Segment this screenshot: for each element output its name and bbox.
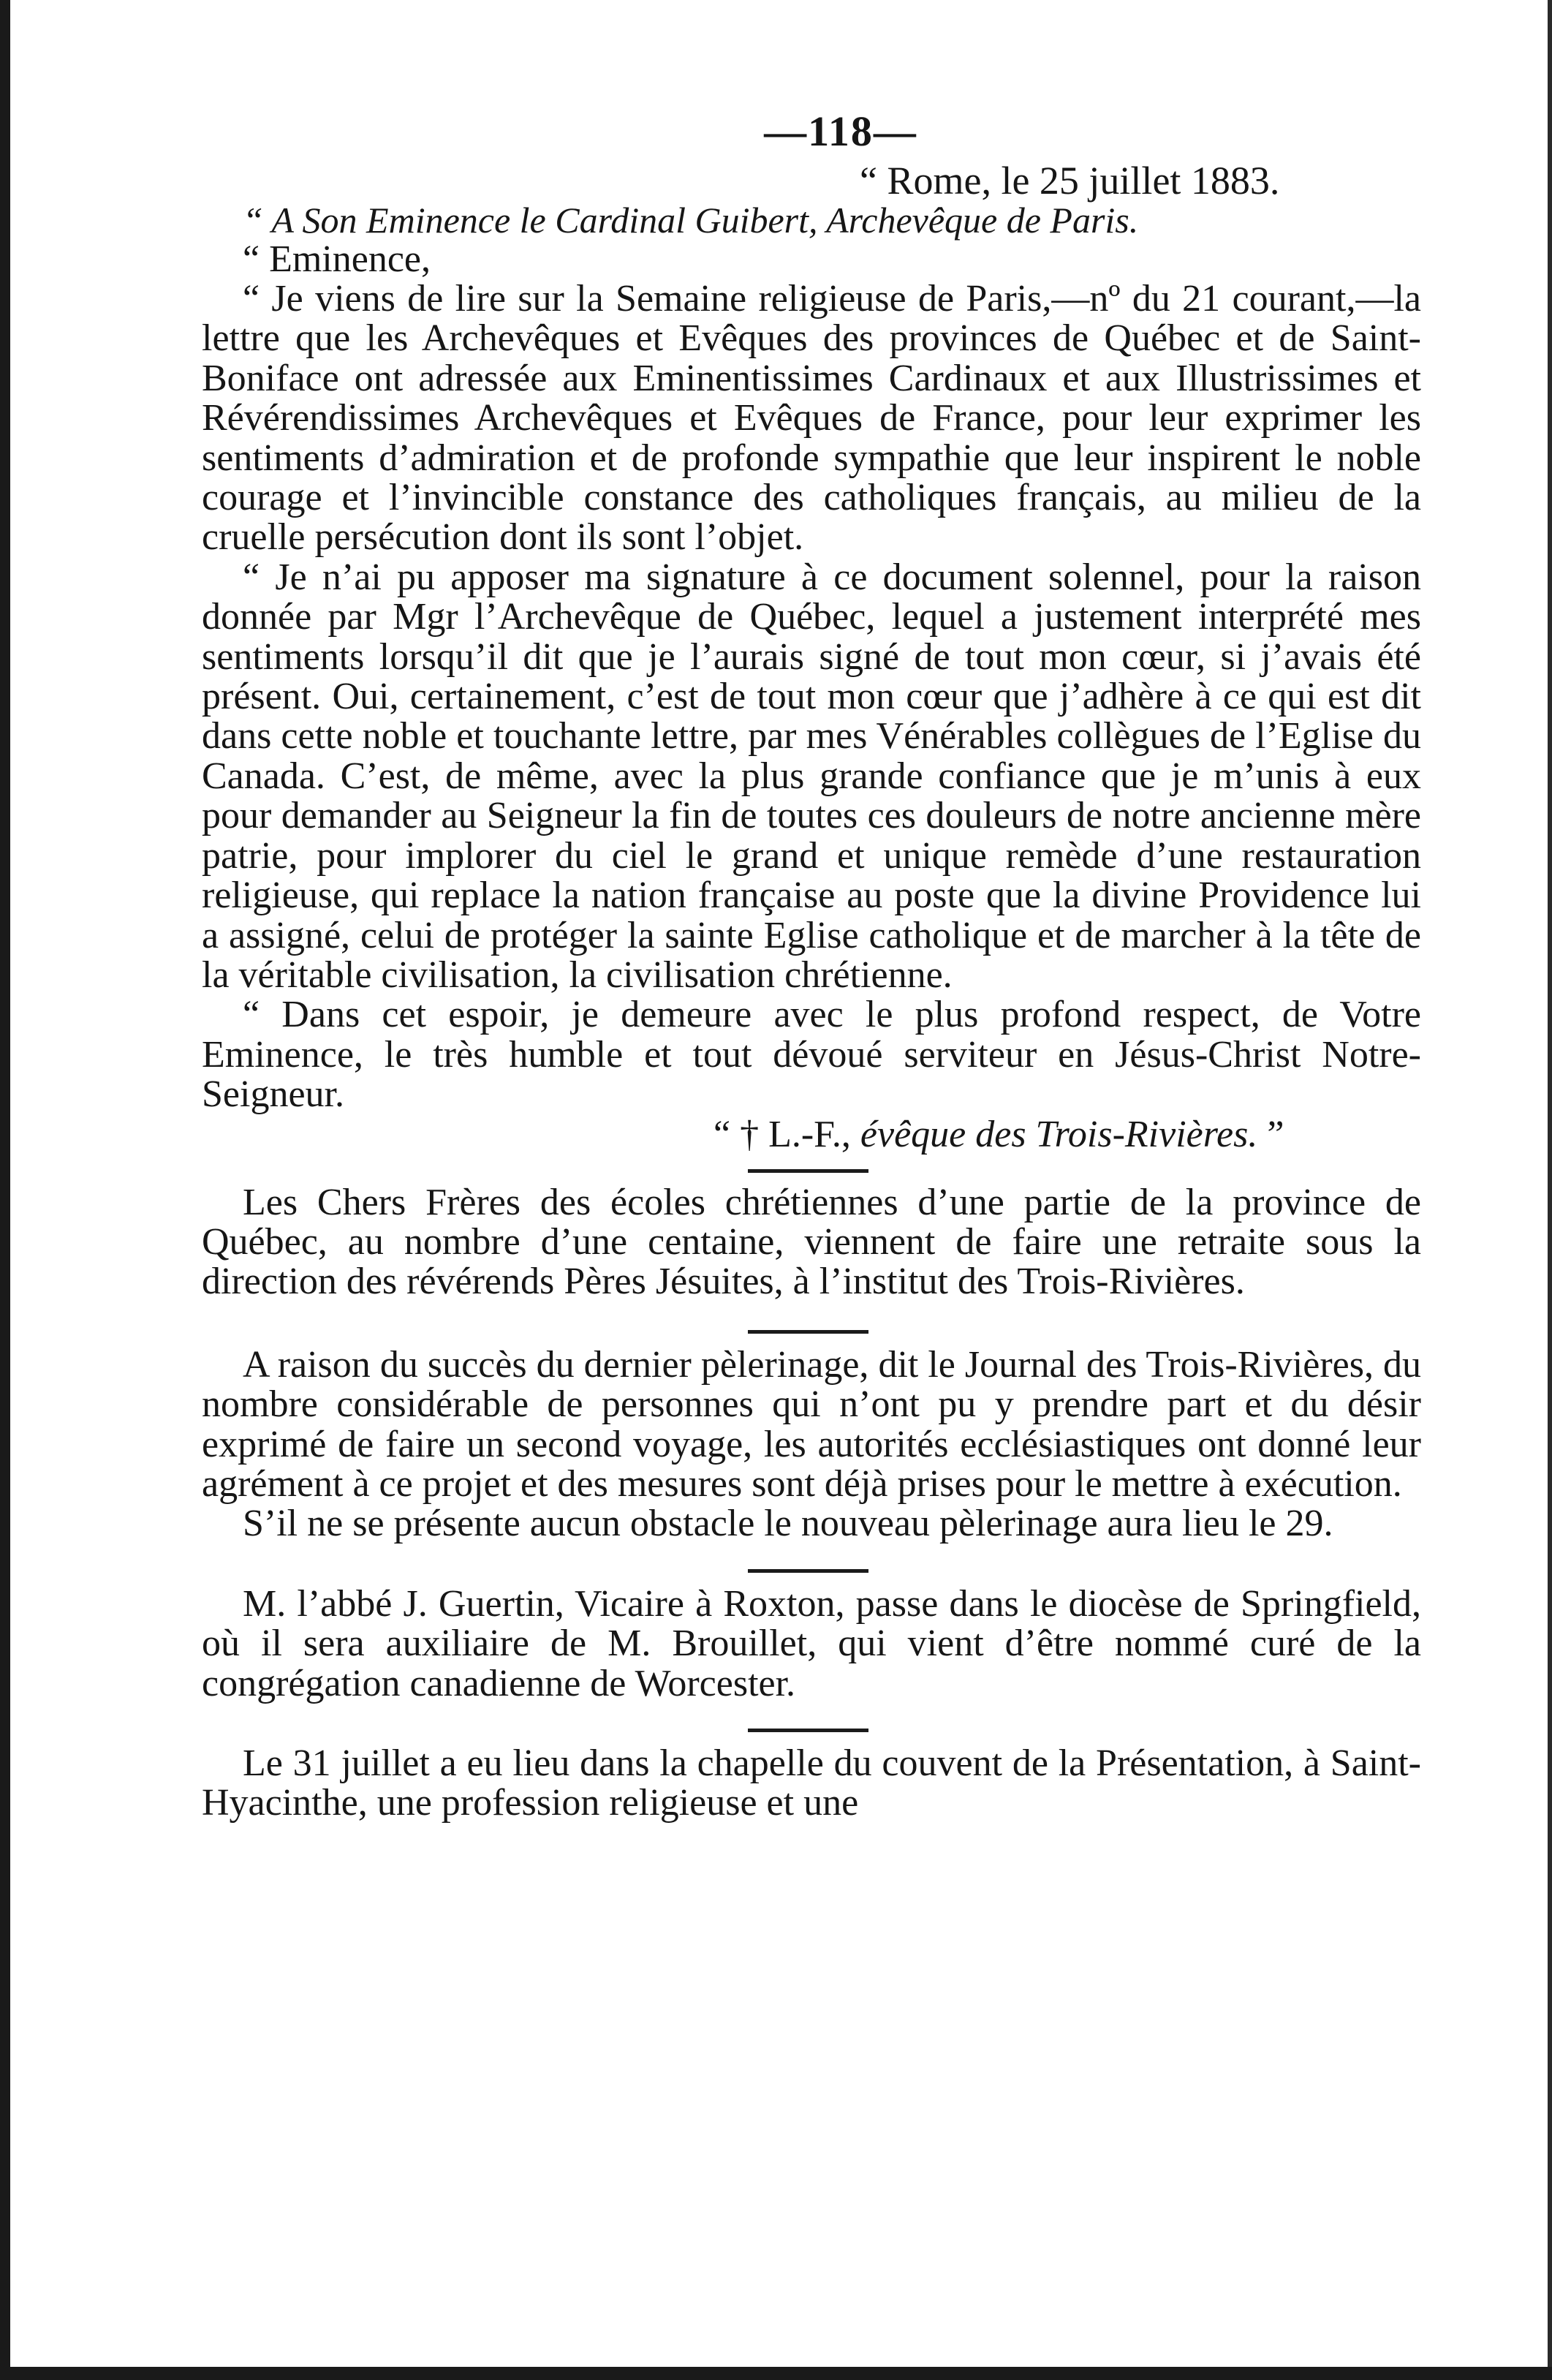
letter-signature <box>713 1115 1421 1155</box>
signature-title: évêque des Trois-Rivières. <box>860 1113 1258 1155</box>
news-paragraph: A raison du succès du dernier pèlerinage, dit le Journal des Trois-Rivières, du nombre considérable de personnes qui n’ont pu y prendre part et du désir exprimé de faire un second voyage, les autorités ecclésiastiques ont donné leur agrément à ce projet et des mesures sont déjà prises pour le mettre à exécution. <box>202 1343 1421 1505</box>
scan-border-right <box>1548 0 1552 2380</box>
letter-dateline: “ Rome, le 25 juillet 1883. <box>860 159 1280 203</box>
section-divider <box>748 1729 868 1732</box>
news-paragraph: Le 31 juillet a eu lieu dans la chapelle du couvent de la Présentation, à Saint-Hyacinthe, une profession religieuse et une <box>202 1742 1421 1824</box>
section-divider <box>748 1169 868 1173</box>
letter-paragraph: “ Je viens de lire sur la Semaine religieuse de Paris,—nº du 21 courant,—la lettre que les Archevêques et Evêques des provinces de Québec et de Saint-Boniface ont adressée aux Eminentissimes Cardinaux et aux Illustrissimes et Révérendissimes Archevêques et Evêques de France, pour leur exprimer les sentiments d’admiration et de profonde sympathie que leur inspirent le noble courage et l’invincible constance des catholiques français, au milieu de la cruelle persécution dont ils sont l’objet. <box>202 278 1421 559</box>
section-divider <box>748 1569 868 1573</box>
news-paragraph: M. l’abbé J. Guertin, Vicaire à Roxton, passe dans le diocèse de Springfield, où il sera auxiliaire de M. Brouillet, qui vient d’être nommé curé de la congrégation canadienne de Worcester. <box>202 1582 1421 1704</box>
section-divider <box>748 1330 868 1334</box>
scan-border-bottom <box>0 2367 1552 2380</box>
letter-paragraph: “ Je n’ai pu apposer ma signature à ce document solennel, pour la raison donnée par Mgr l’Archevêque de Québec, lequel a justement interprété mes sentiments lorsqu’il dit que je l’aurais signé de tout mon cœur, si j’avais été présent. Oui, certainement, c’est de tout mon cœur que j’adhère à ce qui est dit dans cette noble et touchante lettre, par mes Vénérables collègues de l’Eglise du Canada. C’est, de même, avec la plus grande confiance que je m’unis à eux pour demander au Seigneur la fin de toutes ces douleurs de notre ancienne mère patrie, pour implorer du ciel le grand et unique remède d’une restauration religieuse, qui replace la nation française au poste que la divine Providence lui a assigné, celui de protéger la sainte Eglise catholique et de marcher à la tête de la véritable civilisation, la civilisation chrétienne. <box>202 556 1421 996</box>
signature-close-quote: ” <box>1257 1113 1284 1155</box>
document-page <box>202 102 1421 1824</box>
letter-salutation: “ Eminence, <box>243 238 431 280</box>
scan-border-left <box>0 0 10 2380</box>
page-number: —118— <box>764 107 917 155</box>
letter-paragraph: “ Dans cet espoir, je demeure avec le plus profond respect, de Votre Eminence, le très humble et tout dévoué serviteur en Jésus-Christ Notre-Seigneur. <box>202 994 1421 1116</box>
signature-name: “ † L.-F., <box>713 1113 860 1155</box>
news-paragraph: S’il ne se présente aucun obstacle le nouveau pèlerinage aura lieu le 29. <box>243 1503 1333 1545</box>
letter-addressee: “ A Son Eminence le Cardinal Guibert, Archevêque de Paris. <box>243 200 1139 241</box>
news-paragraph: Les Chers Frères des écoles chrétiennes d’une partie de la province de Québec, au nombre d’une centaine, viennent de faire une retraite sous la direction des révérends Pères Jésuites, à l’institut des Trois-Rivières. <box>202 1181 1421 1303</box>
